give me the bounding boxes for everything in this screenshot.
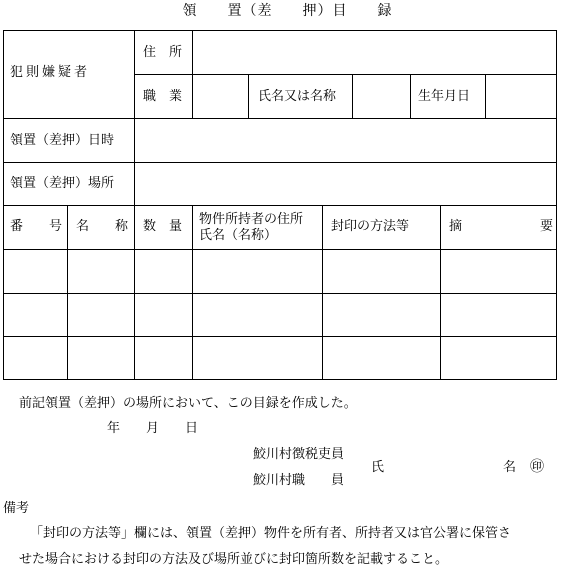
- col-header-name: 名 称: [76, 219, 129, 234]
- signer-name-label-2: 名: [503, 460, 517, 475]
- col-header-quantity: 数 量: [143, 219, 183, 234]
- date-line: 年 月 日: [107, 421, 199, 436]
- address-label: 住 所: [143, 45, 183, 60]
- statement-text: 前記領置（差押）の場所において、この目録を作成した。: [19, 396, 357, 411]
- name-label: 氏名又は名称: [258, 89, 337, 104]
- remarks-line-2: せた場合における封印の方法及び場所並びに封印箇所数を記載すること。: [19, 552, 449, 567]
- col-header-number: 番 号: [10, 219, 63, 234]
- col-header-summary: 摘 要: [449, 219, 554, 234]
- page-title: 領 置（差 押）目 録: [182, 3, 393, 19]
- datetime-label: 領置（差押）日時: [10, 133, 115, 148]
- birthdate-label: 生年月日: [418, 89, 471, 104]
- suspect-label: 犯則嫌疑者: [10, 65, 91, 80]
- col-header-owner: 物件所持者の住所 氏名（名称）: [199, 212, 304, 243]
- place-label: 領置（差押）場所: [10, 176, 115, 191]
- remarks-heading: 備考: [3, 501, 30, 516]
- official-title-1: 鮫川村徴税吏員: [253, 447, 345, 462]
- signer-name-label: 氏: [371, 460, 385, 475]
- occupation-label: 職 業: [143, 89, 183, 104]
- official-title-2: 鮫川村職 員: [253, 473, 345, 488]
- seal-icon: ㊞: [530, 459, 544, 475]
- remarks-line-1: 「封印の方法等」欄には、領置（差押）物件を所有者、所持者又は官公署に保管さ: [30, 526, 512, 541]
- col-header-seal-method: 封印の方法等: [331, 219, 410, 234]
